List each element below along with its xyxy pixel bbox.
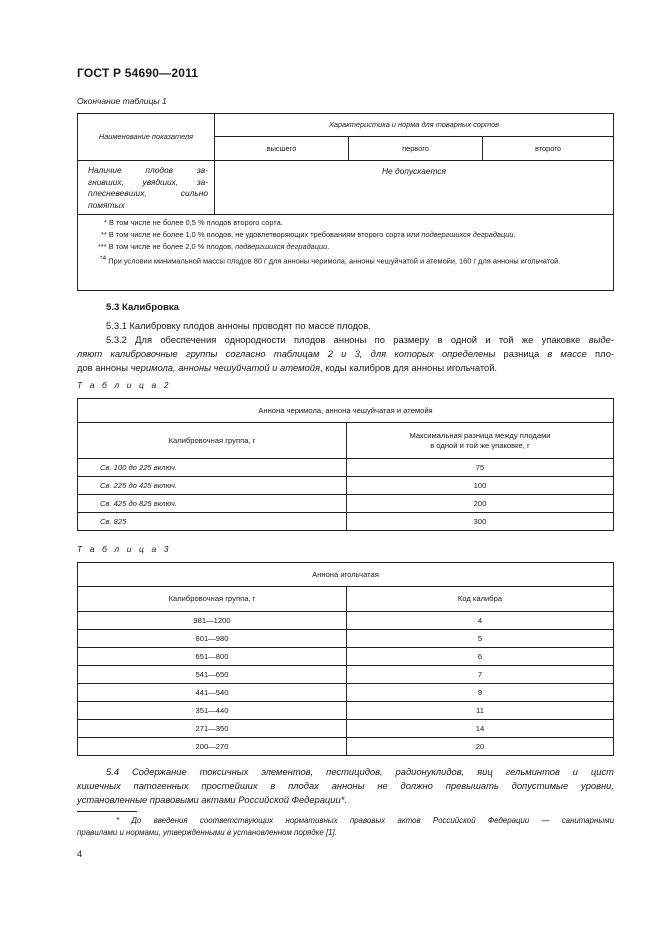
table2-caption: Т а б л и ц а 2 xyxy=(77,380,172,390)
grade-header: первого xyxy=(349,137,483,161)
table2-header: Аннона черимола, аннона чешуйчатая и атемойя xyxy=(78,399,614,423)
table3 xyxy=(77,562,614,756)
section-heading: 5.3 Калибровка xyxy=(106,302,179,313)
note: *4 При условии минимальной массы плодов 80 г для анноны черимола, анноны чешуйчатой и атемойи, 160 г для анноны игольчатой. xyxy=(100,255,561,266)
table-row: 981—1200 4 xyxy=(78,612,614,630)
table-row: Св. 425 до 825 включ. 200 xyxy=(78,495,614,513)
table1-col-indicator: Наименование показателя xyxy=(78,114,215,161)
table-row: Св. 100 до 225 включ. 75 xyxy=(78,459,614,477)
table-row: 541—650 7 xyxy=(78,666,614,684)
table3-col-code: Код калибра xyxy=(347,587,614,612)
document-title: ГОСТ Р 54690—2011 xyxy=(77,66,199,80)
table-row: 200—270 20 xyxy=(78,738,614,756)
table2 xyxy=(77,398,614,531)
table1-caption: Окончание таблицы 1 xyxy=(77,96,167,106)
footnote-divider xyxy=(77,811,137,812)
p2-line: 5.3.2 Для обеспечения однородности плодов анноны по размеру в одной и той же упаковке выде- xyxy=(106,334,614,345)
table3-caption: Т а б л и ц а 3 xyxy=(77,544,172,554)
table-row: 351—440 11 xyxy=(78,702,614,720)
p2-line: ляют калибровочные группы согласно таблицам 2 и 3, для которых определены разница в массе пло- xyxy=(77,348,615,359)
row-label: Наличие плодов за- гнивших, увядших, за- плесневевших, сильно помятых xyxy=(78,161,215,215)
table1 xyxy=(77,113,614,291)
table-row: 651—800 6 xyxy=(78,648,614,666)
paragraph-5-4: 5.4 Содержание токсичных элементов, пестицидов, радионуклидов, яиц гельминтов и цист кишечных патогенных простейших в плодах анноны не должно превышать допустимые уровни, установленные правовыми актами Российской Федерации*. xyxy=(77,766,614,805)
table-row: Св. 825 300 xyxy=(78,513,614,531)
note: ** В том числе не более 1,0 % плодов, не удовлетворяющих требованиям второго сорта или подвергшихся деградации. xyxy=(101,230,516,239)
grade-header: второго xyxy=(483,137,614,161)
p2-line: дов анноны черимола, анноны чешуйчатой и атемойя, коды калибров для анноны игольчатой. xyxy=(77,362,498,373)
table3-col-group: Калибровочная группа, г xyxy=(78,587,347,612)
footnote: * До введения соответствующих нормативных правовых актов Российской Федерации — санитарными правилами и нормами, утвержденными в установленном порядке [1]. xyxy=(77,816,614,837)
paragraph-5-3-1: 5.3.1 Калибровку плодов анноны проводят по массе плодов. xyxy=(106,320,371,331)
table2-col-difference: Максимальная разница между плодами в одной и той же упаковке, г xyxy=(347,423,614,459)
table3-header: Аннона игольчатая xyxy=(78,563,614,587)
table-row: 441—540 9 xyxy=(78,684,614,702)
table-row: 271—350 14 xyxy=(78,720,614,738)
note: * В том числе не более 0,5 % плодов второго сорта. xyxy=(104,218,283,227)
table1-notes xyxy=(78,215,614,291)
row-value: Не допускается xyxy=(215,161,614,215)
table1-data-row xyxy=(78,161,614,215)
note: *** В том числе не более 2,0 % плодов, подвергшихся деградации. xyxy=(98,242,330,251)
table1-col-characteristic: Характеристика и норма для товарных сортов xyxy=(215,114,614,137)
grade-header: высшего xyxy=(215,137,349,161)
table-row: 801—980 5 xyxy=(78,630,614,648)
paragraph-5-3-2 xyxy=(77,333,614,375)
page-number: 4 xyxy=(77,848,83,859)
table-row: Св. 225 до 425 включ. 100 xyxy=(78,477,614,495)
table2-col-group: Калибровочная группа, г xyxy=(78,423,347,459)
